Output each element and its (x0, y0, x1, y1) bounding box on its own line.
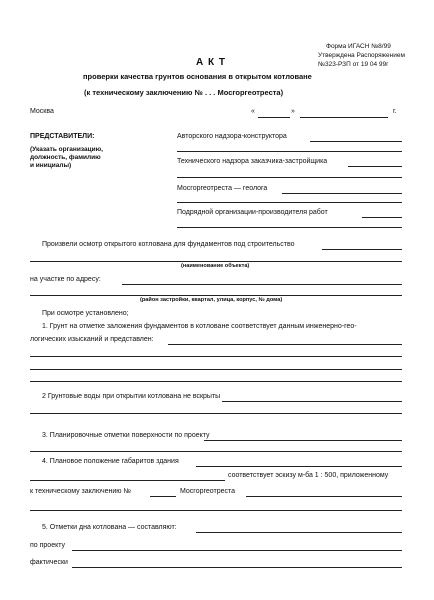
item-3-text: 3. Планировочные отметки поверхности по проекту (42, 432, 210, 439)
rep-author-supervision: Авторского надзора-конструктора (177, 133, 287, 140)
rep-geologist: Мосгоргеотреста — геолога (177, 185, 268, 192)
item-1-line (168, 344, 402, 345)
actual-line (72, 567, 402, 568)
item-4-line (30, 510, 402, 511)
city: Москва (30, 108, 54, 115)
item-4-org-line (246, 496, 402, 497)
rep-geologist-line (282, 193, 402, 194)
object-line (30, 261, 402, 262)
rep-geologist-line (177, 202, 402, 203)
item-1-text-cont: логических изысканий и представлен: (30, 336, 154, 343)
item-4-line (196, 466, 402, 467)
page-subtitle: проверки качества грунтов основания в открытом котловане (83, 72, 312, 81)
item-2-line (30, 413, 402, 414)
address-line (122, 284, 402, 285)
form-order: №323-РЗП от 19 04 99г (318, 61, 389, 68)
address-line (30, 295, 402, 296)
representatives-note: (Указать организацию, (30, 146, 103, 153)
inspection-line (322, 249, 402, 250)
item-4-ref-line (150, 496, 176, 497)
page-title: А К Т (196, 57, 226, 68)
item-4-text-ref: к техническому заключению № (30, 488, 132, 495)
by-project-label: по проекту (30, 542, 66, 549)
rep-author-line (310, 141, 402, 142)
item-2-text: 2 Грунтовые воды при открытии котлована не вскрыты (42, 393, 221, 400)
item-2-line (222, 401, 402, 402)
representatives-note: и инициалы) (30, 162, 72, 169)
item-3-line (30, 451, 402, 452)
date-day-line (258, 117, 290, 118)
rep-contractor-line (177, 227, 402, 228)
object-caption: (наименование объекта) (181, 263, 250, 269)
item-1-line (30, 369, 402, 370)
inspection-text: Произвели осмотр открытого котлована для фундаментов под строительство (42, 241, 295, 248)
rep-author-line (177, 151, 402, 152)
item-1-line (30, 381, 402, 382)
item-1-line (30, 356, 402, 357)
item-5-text: 5. Отметки дна котлована — составляют: (42, 524, 177, 531)
item-3-line (204, 440, 402, 441)
established-text: При осмотре установлено; (42, 310, 129, 317)
rep-customer-line (177, 177, 402, 178)
item-4-text-org: Мосгоргеотреста (180, 488, 236, 495)
item-5-line (196, 532, 402, 533)
rep-customer-supervision: Технического надзора заказчика-застройщика (177, 158, 328, 165)
by-project-line (72, 550, 402, 551)
form-number: Форма ИГАСН №8/99 (326, 43, 391, 50)
actual-label: фактически (30, 559, 68, 566)
address-caption: (район застройки, квартал, улица, корпус, № дома) (140, 297, 283, 303)
page-subtitle-reference: (к техническому заключению № . . . Мосгоргеотреста) (84, 88, 284, 97)
item-4-text: 4. Плановое положение габаритов здания (42, 458, 179, 465)
item-4-line (30, 480, 225, 481)
rep-customer-line (348, 166, 402, 167)
date-open-quote: « (251, 108, 255, 115)
year-suffix: г. (393, 108, 397, 115)
address-label: на участке по адресу: (30, 276, 101, 283)
date-month-line (300, 117, 388, 118)
rep-contractor-line (362, 217, 402, 218)
date-close-quote: » (291, 108, 295, 115)
item-4-text-cont: соответствует эскизу м-ба 1 : 500, приложенному (228, 472, 389, 479)
representatives-note: должность, фамилию (30, 154, 101, 161)
form-approval: Утверждена Распоряжением (318, 52, 405, 59)
rep-contractor: Подрядной организации-производителя работ (177, 209, 328, 216)
item-1-text: 1. Грунт на отметке заложения фундаментов в котловане соответствует данным инженерно-гео- (42, 323, 357, 330)
representatives-heading: ПРЕДСТАВИТЕЛИ: (30, 133, 95, 140)
